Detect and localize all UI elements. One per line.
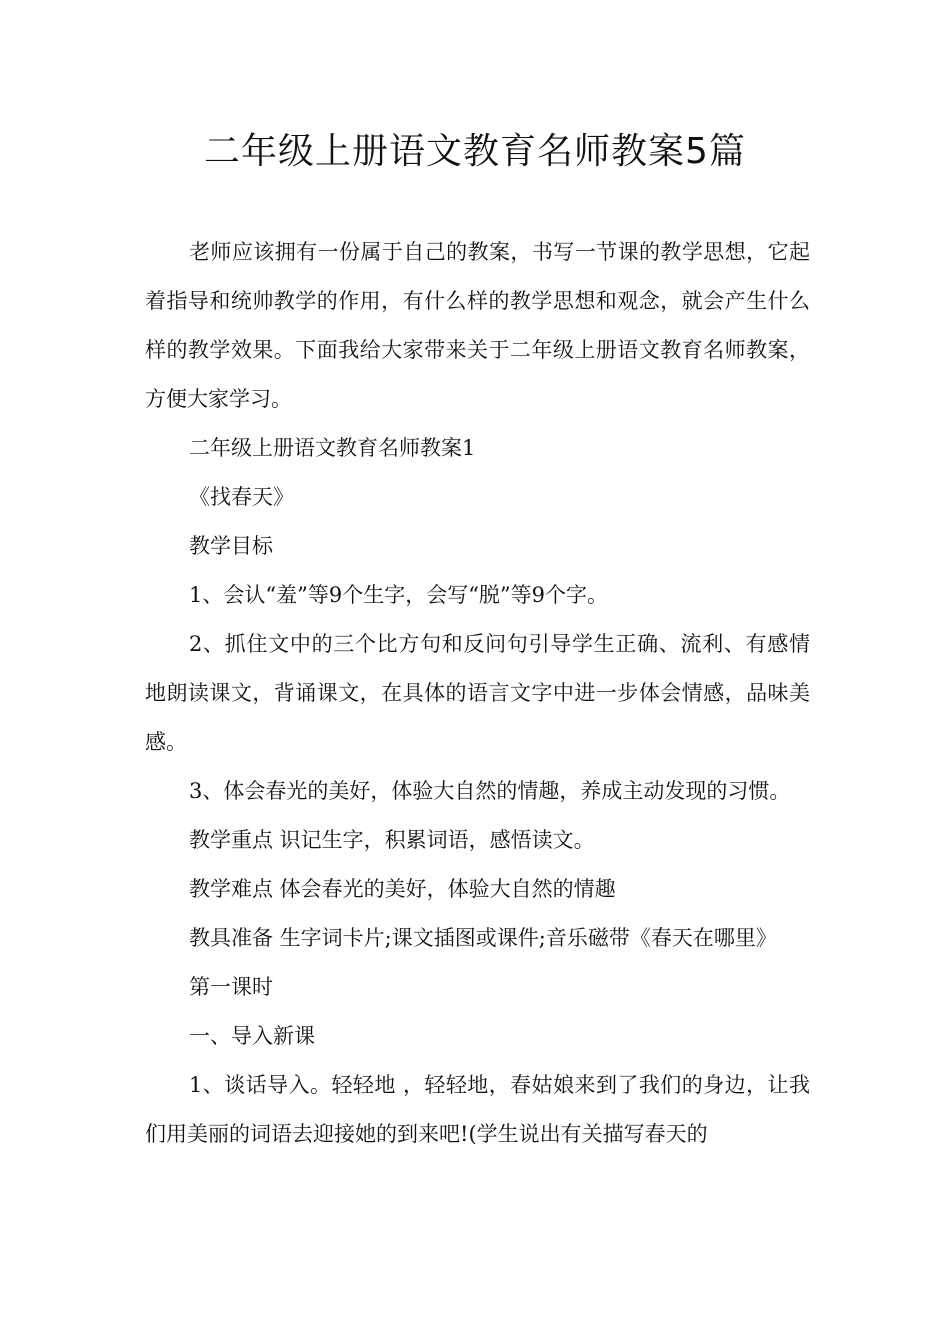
step-item-1: 1、谈话导入。轻轻地 ，轻轻地，春姑娘来到了我们的身边，让我们用美丽的词语去迎接她的到来吧!(学生说出有关描写春天的 [145,1073,810,1146]
goal-item-2: 2、抓住文中的三个比方句和反问句引导学生正确、流利、有感情地朗读课文，背诵课文，在具体的语言文字中进一步体会情感，品味美感。 [145,632,810,754]
goal-item-3: 3、体会春光的美好，体验大自然的情趣，养成主动发现的习惯。 [189,779,791,803]
step-heading: 一、导入新课 [189,1024,315,1048]
document-title: 二年级上册语文教育名师教案5篇 [204,131,746,172]
lesson-title: 《找春天》 [189,485,294,509]
intro-paragraph: 老师应该拥有一份属于自己的教案，书写一节课的教学思想，它起着指导和统帅教学的作用，有什么样的教学思想和观念，就会产生什么样的教学效果。下面我给大家带来关于二年级上册语文教育名师教案，方便大家学习。 [145,240,810,411]
period-heading: 第一课时 [189,975,273,999]
goal-item-1: 1、会认“羞”等9个生字，会写“脱”等9个字。 [189,583,609,607]
document-body [145,228,810,1159]
teaching-materials: 教具准备 生字词卡片;课文插图或课件;音乐磁带《春天在哪里》 [189,926,777,950]
section-heading-goals: 教学目标 [189,534,273,558]
difficult-points: 教学难点 体会春光的美好，体验大自然的情趣 [189,877,616,901]
key-points: 教学重点 识记生字，积累词语，感悟读文。 [189,828,595,852]
lesson-heading: 二年级上册语文教育名师教案1 [189,436,476,460]
